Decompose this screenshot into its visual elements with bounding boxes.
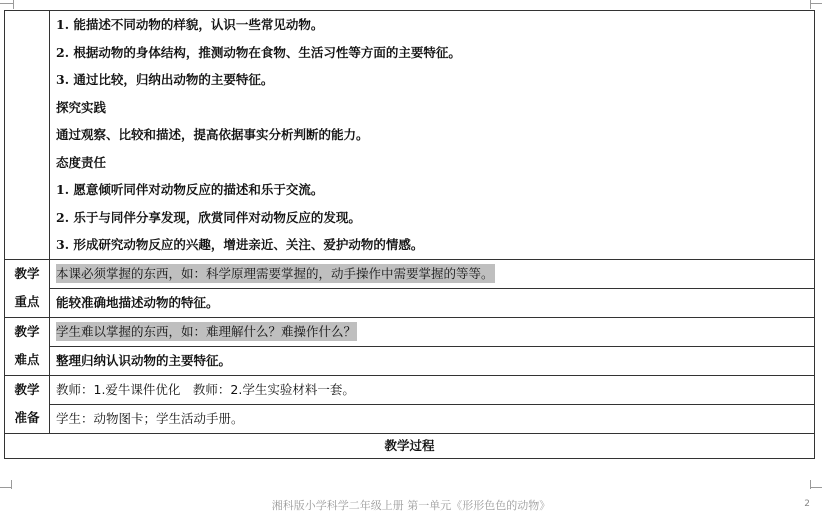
difficulties-row-2 — [5, 346, 815, 375]
difficulties-content: 整理归纳认识动物的主要特征。 — [56, 352, 232, 368]
difficulties-label: 教学 难点 — [5, 317, 50, 375]
objectives-row — [5, 11, 815, 260]
crop-mark-bottom-right-h — [810, 487, 822, 488]
crop-mark-top-right-v — [810, 0, 811, 9]
crop-mark-top-right-h — [810, 3, 822, 4]
process-title: 教学过程 — [5, 433, 815, 458]
key-points-hint-cell — [50, 259, 815, 288]
key-points-row-2 — [5, 288, 815, 317]
page-footer: 湘科版小学科学二年级上册 第一单元《形形色色的动物》 — [271, 499, 551, 512]
objective-line-7: 3. 形成研究动物反应的兴趣，增进亲近、关注、爱护动物的情感。 — [56, 237, 424, 252]
preparation-label: 教学 准备 — [5, 375, 50, 433]
difficulties-hint-cell — [50, 317, 815, 346]
crop-mark-bottom-left-v — [11, 480, 12, 489]
objectives-label-cell — [5, 11, 50, 260]
key-points-row-1 — [5, 259, 815, 288]
page-number: 2 — [804, 499, 810, 509]
objective-line-6: 2. 乐于与同伴分享发现，欣赏同伴对动物反应的发现。 — [56, 209, 361, 225]
objective-line-4: 通过观察、比较和描述，提高依据事实分析判断的能力。 — [56, 127, 369, 142]
crop-mark-top-left-v — [13, 0, 14, 9]
key-points-content: 能较准确地描述动物的特征。 — [56, 294, 219, 310]
preparation-student-cell — [50, 404, 815, 433]
key-points-content-cell — [50, 288, 815, 317]
preparation-student: 学生：动物图卡；学生活动手册。 — [56, 410, 244, 426]
objective-line-2: 2. 根据动物的身体结构，推测动物在食物、生活习性等方面的主要特征。 — [56, 44, 461, 60]
objective-line-5: 1. 愿意倾听同伴对动物反应的描述和乐于交流。 — [56, 182, 324, 197]
key-points-label: 教学 重点 — [5, 259, 50, 317]
difficulties-hint: 学生难以掌握的东西，如：难理解什么？难操作什么？ — [56, 323, 357, 339]
crop-mark-top-left-h — [0, 3, 14, 4]
objectives-cell — [50, 11, 815, 260]
preparation-teacher-cell — [50, 375, 815, 404]
preparation-row-1 — [5, 375, 815, 404]
key-points-hint: 本课必须掌握的东西，如：科学原理需要掌握的，动手操作中需要掌握的等等。 — [56, 265, 494, 281]
objective-line-1: 1. 能描述不同动物的样貌，认识一些常见动物。 — [56, 17, 324, 32]
preparation-row-2 — [5, 404, 815, 433]
section-heading-attitude: 态度责任 — [56, 154, 107, 170]
crop-mark-bottom-right-v — [810, 480, 811, 489]
difficulties-content-cell — [50, 346, 815, 375]
process-row — [5, 433, 815, 458]
lesson-plan-table — [4, 10, 815, 459]
preparation-teacher: 教师：1.爱牛课件优化 教师：2.学生实验材料一套。 — [56, 381, 355, 397]
difficulties-row-1 — [5, 317, 815, 346]
objective-line-3: 3. 通过比较，归纳出动物的主要特征。 — [56, 72, 274, 87]
section-heading-inquiry: 探究实践 — [56, 99, 107, 115]
